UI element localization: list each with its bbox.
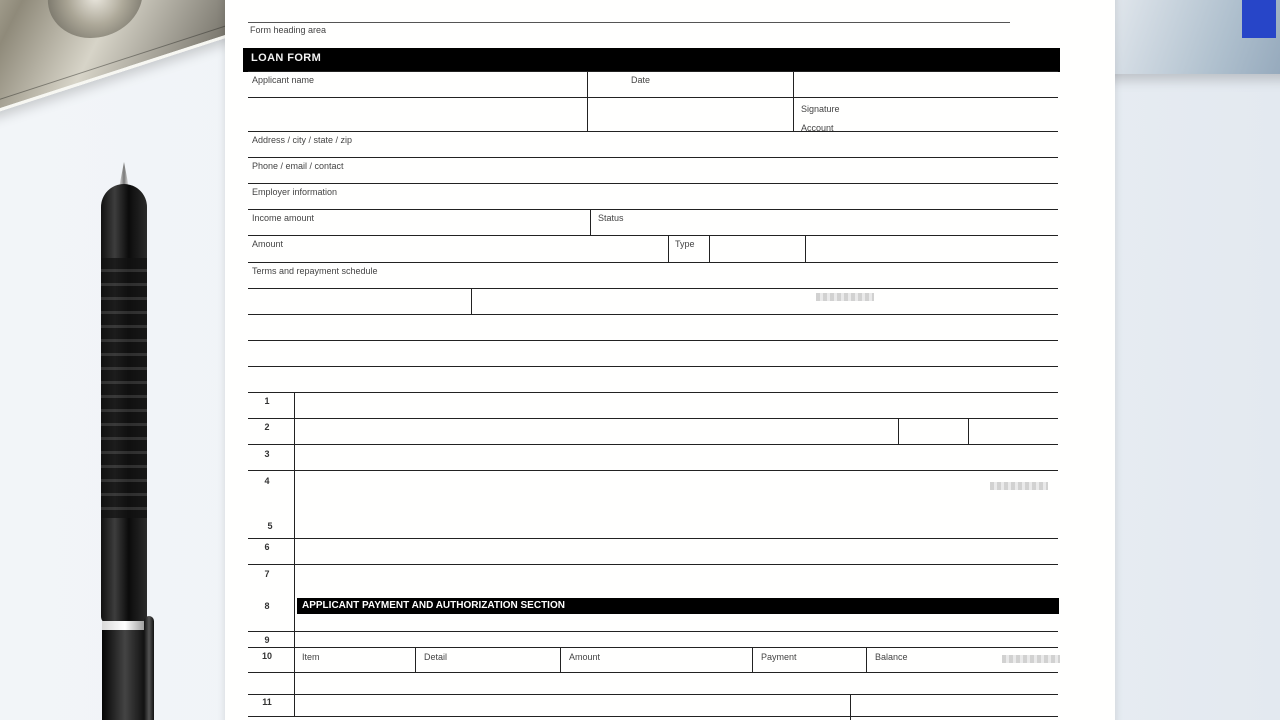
phone-label: Phone / email / contact (252, 161, 344, 171)
form-line (248, 157, 1058, 158)
form-title-bar (243, 48, 1060, 72)
money-bill (0, 0, 250, 115)
row-number: 5 (267, 521, 273, 531)
date-label: Date (631, 75, 651, 85)
address-label: Address / city / state / zip (252, 135, 353, 145)
row-number: 6 (264, 542, 270, 552)
form-line (248, 418, 1058, 419)
faded-entry (1002, 655, 1060, 663)
form-divider (793, 71, 794, 131)
form-line (248, 235, 1058, 236)
top-form-line (248, 0, 1010, 23)
form-line (248, 209, 1058, 210)
form-divider (668, 235, 669, 262)
account-label: Account (801, 123, 834, 133)
form-line (248, 262, 1058, 263)
pen-body (102, 630, 148, 720)
form-divider (471, 288, 472, 314)
row-number: 11 (262, 697, 272, 707)
row-number: 4 (264, 476, 270, 486)
form-title: LOAN FORM (251, 52, 322, 64)
form-divider (805, 235, 806, 262)
form-header-text: Form heading area (250, 25, 327, 35)
form-line (248, 694, 1058, 695)
form-line (248, 288, 1058, 289)
form-line (248, 631, 1058, 632)
form-divider (590, 209, 591, 235)
form-divider (587, 71, 588, 131)
form-line (248, 131, 1058, 132)
form-line (248, 71, 1058, 72)
table-divider (850, 694, 851, 720)
amount-label: Amount (252, 239, 284, 249)
black-pen (96, 160, 166, 720)
row-number: 2 (264, 422, 270, 432)
form-line (248, 366, 1058, 367)
form-line (248, 538, 1058, 539)
form-line (248, 716, 1058, 717)
status-label: Status (598, 213, 624, 223)
section-band-text: APPLICANT PAYMENT AND AUTHORIZATION SECTION (302, 600, 565, 611)
pen-clip (144, 616, 154, 720)
applicant-name-label: Applicant name (252, 75, 315, 85)
form-divider (968, 418, 969, 444)
row-number: 7 (264, 569, 270, 579)
signature-label: Signature (801, 104, 840, 114)
row-number: 1 (264, 396, 270, 406)
pen-grip (101, 258, 147, 518)
form-line (248, 314, 1058, 315)
employer-label: Employer information (252, 187, 338, 197)
faded-entry (990, 482, 1048, 490)
form-divider (898, 418, 899, 444)
row-number: 10 (261, 651, 272, 661)
form-line (248, 564, 1058, 565)
form-line (248, 470, 1058, 471)
form-line (248, 444, 1058, 445)
form-line (248, 97, 1058, 98)
form-divider (709, 235, 710, 262)
item-column-divider (294, 392, 295, 717)
form-line (248, 183, 1058, 184)
type-label: Type (675, 239, 695, 249)
row-number: 9 (264, 635, 270, 645)
form-line (248, 340, 1058, 341)
table-column-label: Item (302, 652, 320, 662)
row-number: 3 (264, 449, 270, 459)
form-line (248, 647, 1058, 648)
faded-entry (816, 293, 874, 301)
table-column-label: Detail (424, 652, 448, 662)
table-divider (752, 647, 753, 672)
row-number: 8 (264, 601, 270, 611)
terms-label: Terms and repayment schedule (252, 266, 378, 276)
table-divider (415, 647, 416, 672)
form-line (248, 672, 1058, 673)
card-stripe (1242, 0, 1276, 38)
form-line (248, 392, 1058, 393)
table-column-label: Balance (875, 652, 908, 662)
table-column-label: Amount (569, 652, 601, 662)
income-label: Income amount (252, 213, 315, 223)
section-band (297, 598, 1059, 614)
table-column-label: Payment (761, 652, 797, 662)
table-divider (866, 647, 867, 672)
table-divider (560, 647, 561, 672)
